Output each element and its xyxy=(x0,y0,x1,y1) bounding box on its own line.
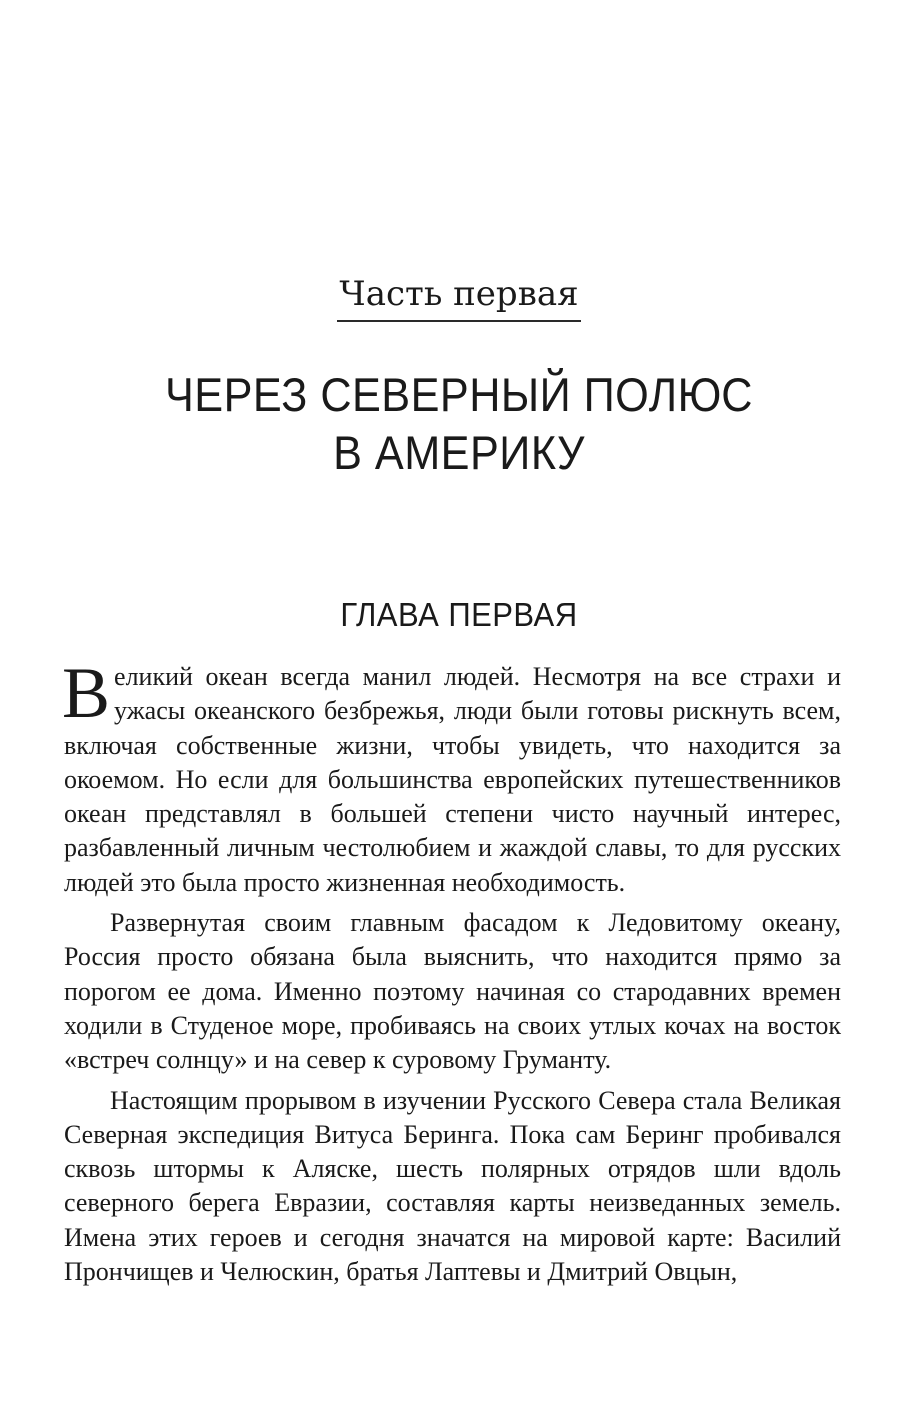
book-title xyxy=(37,366,882,482)
paragraph-2: Развернутая своим главным фасадом к Ледовитому океану, Россия просто обязана была выяснить, что находится прямо за порогом ее дома. Именно поэтому начиная со стародавних времен ходили в Студеное море, пробиваясь на своих утлых кочах на восток «встреч солнцу» и на север к суровому Груманту. xyxy=(64,908,841,1075)
chapter-title: ГЛАВА ПЕРВАЯ xyxy=(340,596,578,633)
drop-cap: В xyxy=(62,653,111,733)
body-text xyxy=(62,653,841,1295)
paragraph-1-text: еликий океан всегда манил людей. Несмотря на все страхи и ужасы океанского безбрежья, люди были готовы рискнуть всем, включая собственные жизни, чтобы увидеть, что находится за окоемом. Но если для большинства европейских путешественников океан представлял в большей степени чисто научный интерес, разбавленный личным честолюбием и жаждой славы, то для русских людей это была просто жизненная необходимость. xyxy=(64,662,841,897)
paragraph-3: Настоящим прорывом в изучении Русского Севера стала Великая Северная экспедиция Витуса Беринга. Пока сам Беринг пробивался сквозь штормы к Аляске, шесть полярных отрядов шли вдоль северного берега Евразии, составляя карты неизведанных земель. Имена этих героев и сегодня значатся на мировой карте: Василий Прончищев и Челюскин, братья Лаптевы и Дмитрий Овцын, xyxy=(64,1085,841,1287)
book-title-line-2: В АМЕРИКУ xyxy=(333,426,585,479)
part-title-text: Часть первая xyxy=(337,274,580,322)
paragraph-1 xyxy=(62,653,841,900)
part-title xyxy=(0,274,918,322)
book-title-line-1: ЧЕРЕЗ СЕВЕРНЫЙ ПОЛЮС xyxy=(165,368,753,421)
